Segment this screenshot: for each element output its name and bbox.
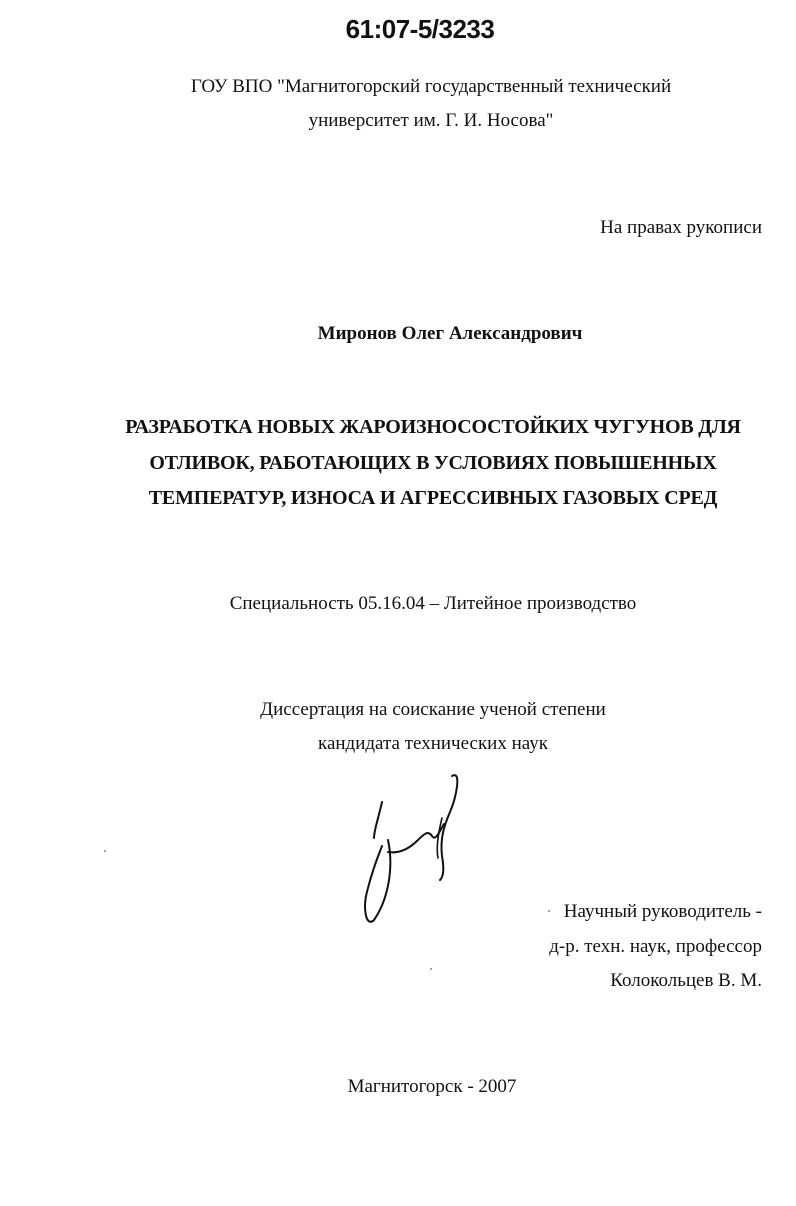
specialty: Специальность 05.16.04 – Литейное производство [229, 593, 637, 614]
title-line-1: РАЗРАБОТКА НОВЫХ ЖАРОИЗНОСОСТОЙКИХ ЧУГУНОВ ДЛЯ [125, 416, 741, 438]
scan-speck [104, 850, 106, 852]
institution-line-2: университет им. Г. И. Носова" [308, 110, 554, 131]
supervisor-name: Колокольцев В. М. [610, 970, 762, 991]
dissertation-line-2: кандидата технических наук [318, 733, 548, 754]
supervisor-role: Научный руководитель - [563, 901, 762, 922]
rights-note: На правах рукописи [600, 217, 762, 238]
author-name: Миронов Олег Александрович [317, 323, 583, 344]
city-year: Магнитогорск - 2007 [347, 1076, 517, 1097]
catalog-number: 61:07-5/3233 [345, 14, 495, 44]
title-line-3: ТЕМПЕРАТУР, ИЗНОСА И АГРЕССИВНЫХ ГАЗОВЫХ СРЕД [148, 487, 718, 509]
scan-speck [548, 910, 550, 912]
scan-speck [430, 968, 432, 970]
dissertation-line-1: Диссертация на соискание ученой степени [260, 699, 606, 720]
supervisor-degree: д-р. техн. наук, профессор [549, 936, 762, 957]
handwritten-signature-icon [352, 768, 472, 928]
title-line-2: ОТЛИВОК, РАБОТАЮЩИХ В УСЛОВИЯХ ПОВЫШЕННЫХ [149, 452, 717, 474]
institution-line-1: ГОУ ВПО "Магнитогорский государственный технический [190, 76, 672, 97]
